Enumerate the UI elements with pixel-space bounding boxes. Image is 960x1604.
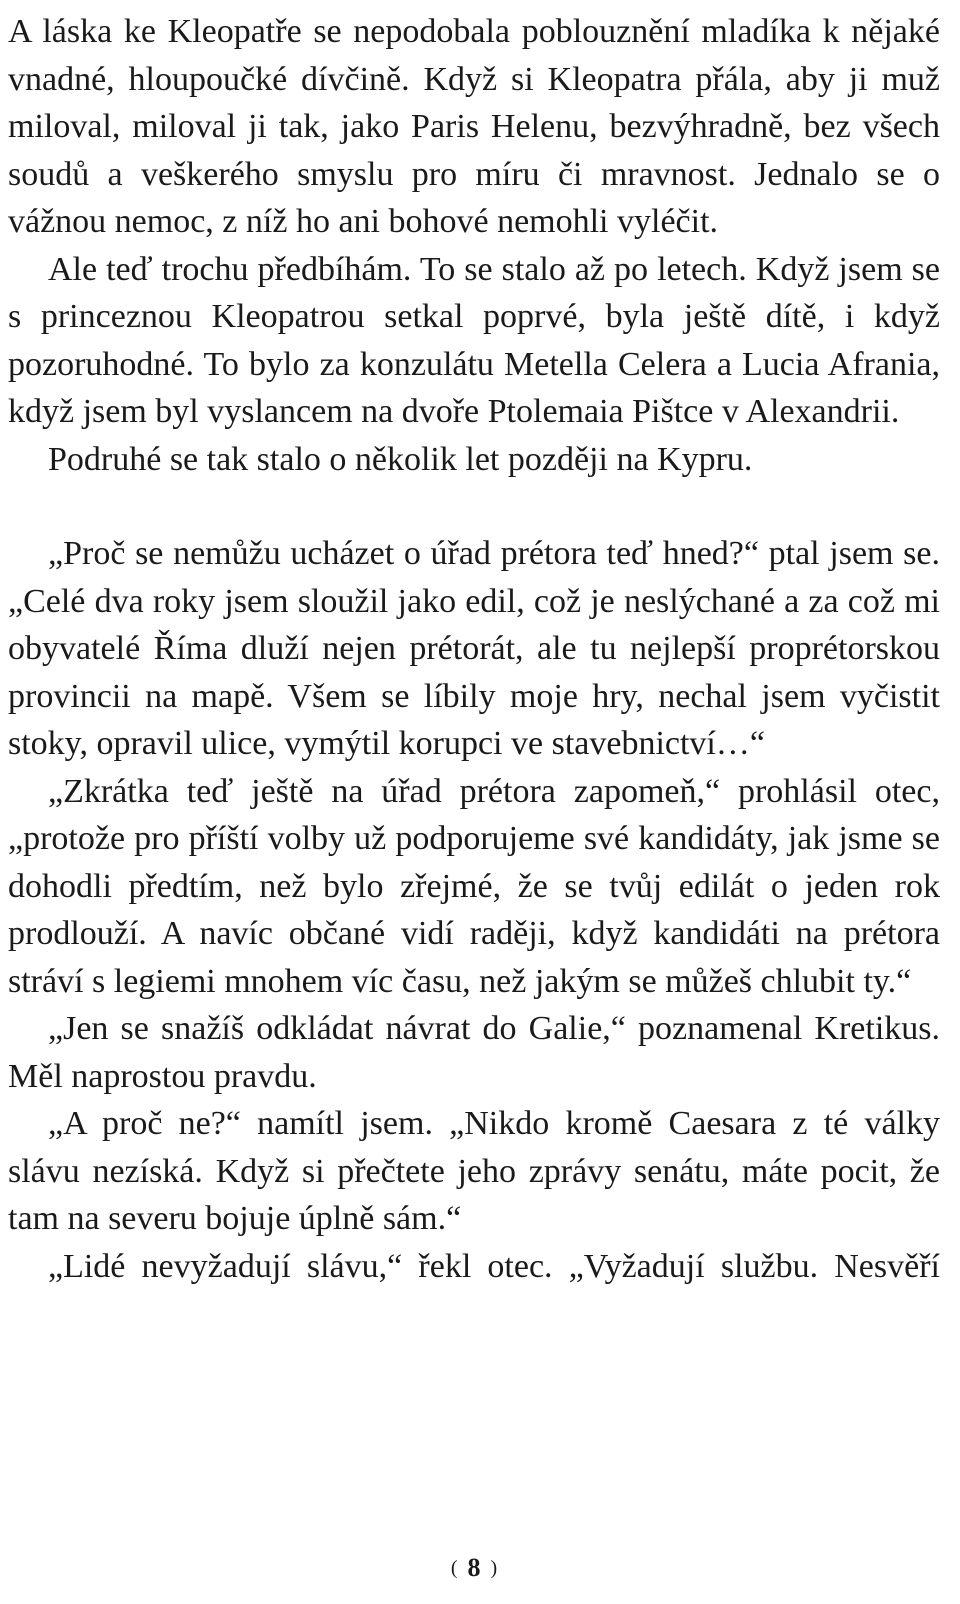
section-break	[8, 483, 940, 530]
page-number-close: )	[490, 1557, 498, 1579]
paragraph: „Zkrátka teď ještě na úřad prétora zapomeň,“ prohlásil otec, „protože pro příští volby už podporujeme své kandidáty, jak jsme se dohodli předtím, než bylo zřejmé, že se tvůj edilát o jeden rok prodlouží. A navíc občané vidí raději, když kandidáti na prétora stráví s legiemi mnohem víc času, než jakým se můžeš chlubit ty.“	[8, 772, 940, 1000]
paragraph: „Jen se snažíš odkládat návrat do Galie,“ poznamenal Kretikus. Měl naprostou pravdu.	[8, 1010, 940, 1095]
page-footer	[8, 1548, 940, 1588]
paragraph: Podruhé se tak stalo o několik let později na Kypru.	[48, 440, 753, 478]
page-body	[8, 8, 940, 1290]
paragraph: „Lidé nevyžadují slávu,“ řekl otec. „Vyžadují službu. Nesvěří	[48, 1247, 940, 1285]
book-page	[8, 0, 940, 1604]
page-number: 8	[467, 1553, 481, 1582]
paragraph: „Proč se nemůžu ucházet o úřad prétora teď hned?“ ptal jsem se. „Celé dva roky jsem sloužil jako edil, což je neslýchané a za což mi obyvatelé Říma dluží nejen prétorát, ale tu nejlepší proprétorskou provincii na mapě. Všem se líbily moje hry, nechal jsem vyčistit stoky, opravil ulice, vymýtil korupci ve stavebnictví…“	[8, 535, 940, 762]
page-number-open: (	[450, 1557, 458, 1579]
paragraph: Ale teď trochu předbíhám. To se stalo až po letech. Když jsem se s princeznou Kleopatrou setkal poprvé, byla ještě dítě, i když pozoruhodné. To bylo za konzulátu Metella Celera a Lucia Afrania, když jsem byl vyslancem na dvoře Ptolemaia Pištce v Alexandrii.	[8, 250, 940, 430]
paragraph: „A proč ne?“ namítl jsem. „Nikdo kromě Caesara z té války slávu nezíská. Když si přečtete jeho zprávy senátu, máte pocit, že tam na severu bojuje úplně sám.“	[8, 1105, 940, 1237]
paragraph: A láska ke Kleopatře se nepodobala poblouznění mladíka k nějaké vnadné, hloupoučké dívčině. Když si Kleopatra přála, aby ji muž miloval, miloval ji tak, jako Paris Helenu, bezvýhradně, bez všech soudů a veškerého smyslu pro míru či mravnost. Jednalo se o vážnou nemoc, z níž ho ani bohové nemohli vyléčit.	[8, 13, 940, 240]
